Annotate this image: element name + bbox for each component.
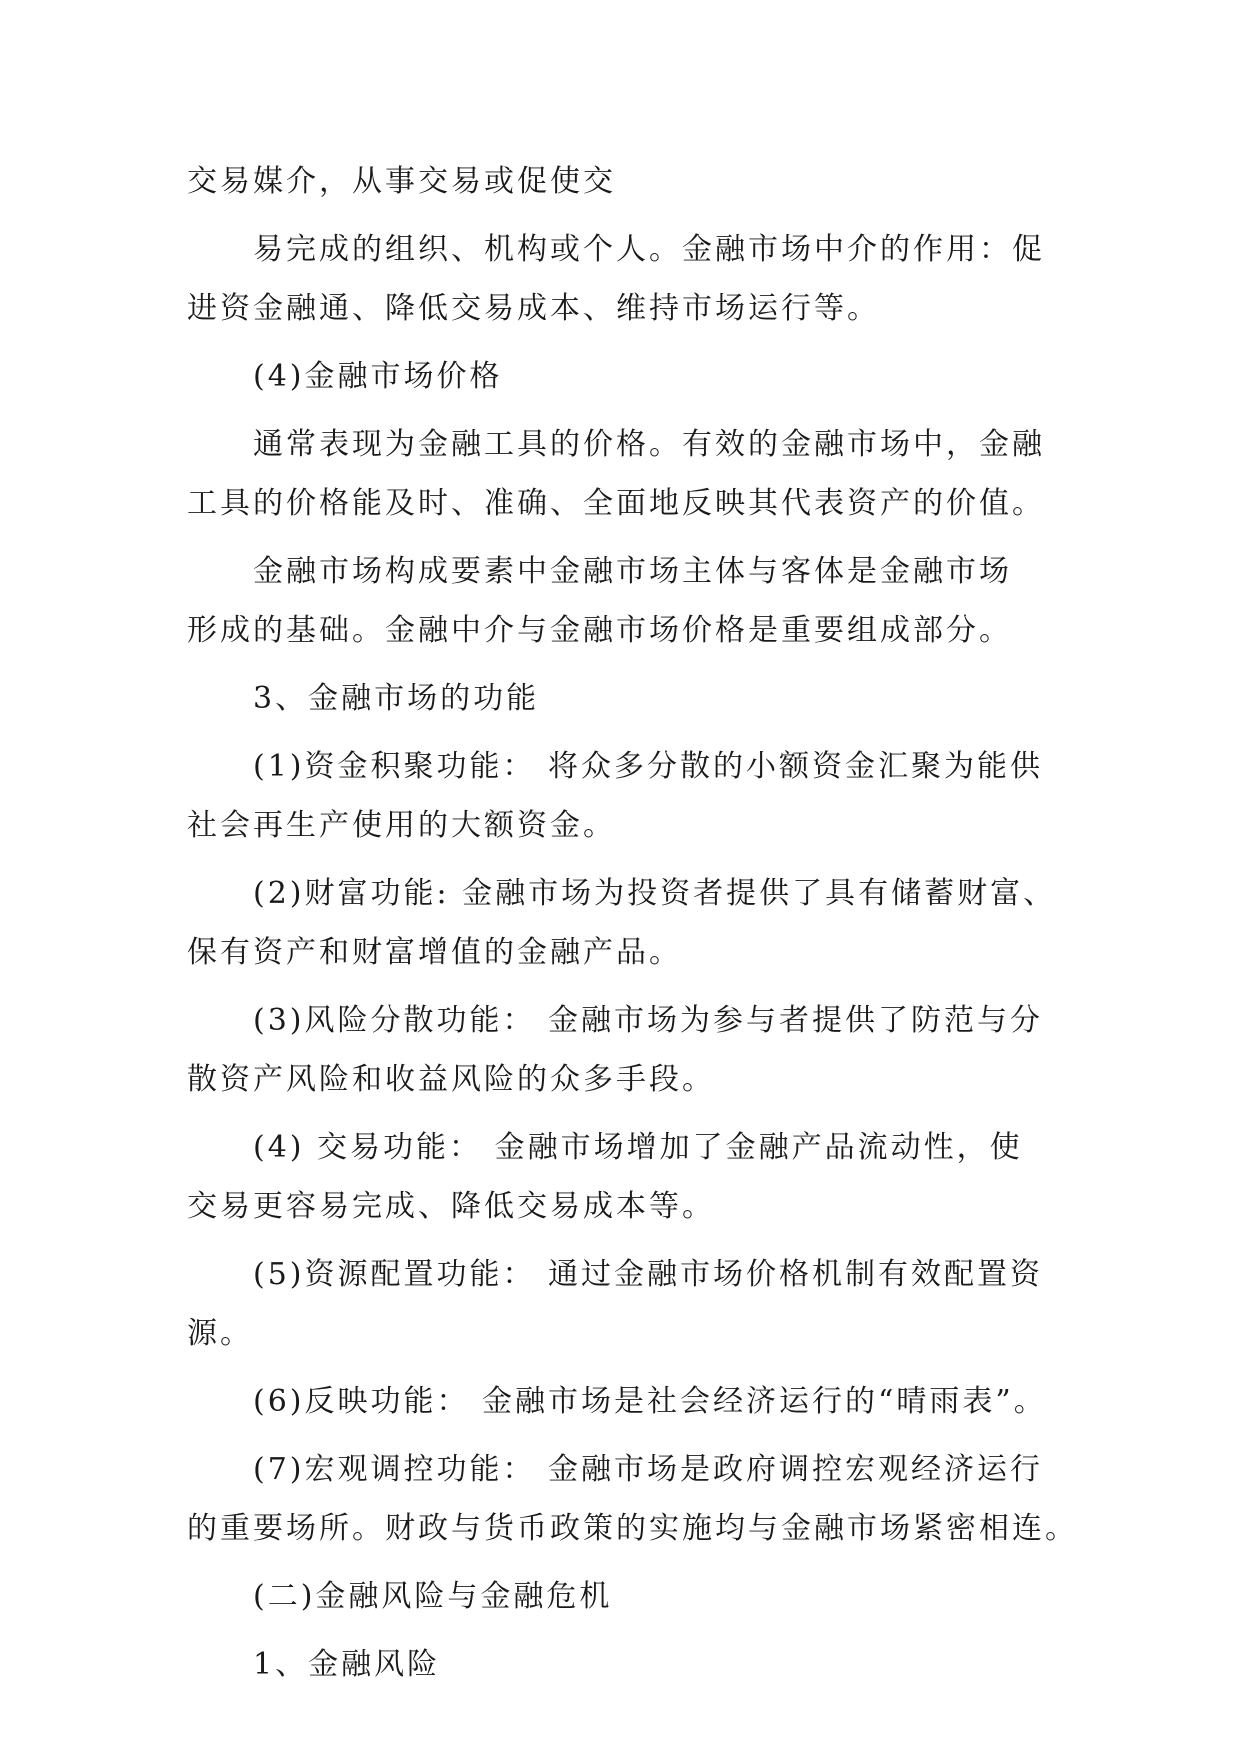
- text-line: 交易更容易完成、降低交易成本等。: [187, 1189, 715, 1224]
- text-line: 金融市场构成要素中金融市场主体与客体是金融市场: [253, 554, 1012, 589]
- text-line: 保有资产和财富增值的金融产品。: [187, 935, 682, 970]
- text-line: 的重要场所。财政与货币政策的实施均与金融市场紧密相连。: [187, 1511, 1078, 1546]
- text-line: 通常表现为金融工具的价格。有效的金融市场中，金融: [253, 427, 1045, 462]
- text-line: 进资金融通、降低交易成本、维持市场运行等。: [187, 291, 880, 326]
- text-line: (3)风险分散功能： 金融市场为参与者提供了防范与分: [253, 1003, 1044, 1038]
- text-line: 散资产风险和收益风险的众多手段。: [187, 1062, 715, 1097]
- section-heading: (4)金融市场价格: [253, 359, 503, 394]
- section-heading: 1、金融风险: [253, 1647, 441, 1682]
- text-line: 交易媒介，从事交易或促使交: [187, 164, 616, 199]
- section-heading: 3、金融市场的功能: [253, 681, 540, 716]
- text-line: 工具的价格能及时、准确、全面地反映其代表资产的价值。: [187, 486, 1045, 521]
- text-line: (2)财富功能: 金融市场为投资者提供了具有储蓄财富、: [253, 876, 1057, 911]
- text-line: (7)宏观调控功能： 金融市场是政府调控宏观经济运行: [253, 1452, 1044, 1487]
- text-line: 源。: [187, 1316, 253, 1351]
- text-line: (5)资源配置功能： 通过金融市场价格机制有效配置资: [253, 1257, 1044, 1292]
- text-line: 社会再生产使用的大额资金。: [187, 808, 616, 843]
- document-body: [187, 152, 1078, 1694]
- text-line: (1)资金积聚功能： 将众多分散的小额资金汇聚为能供: [253, 749, 1044, 784]
- text-line: (6)反映功能： 金融市场是社会经济运行的“晴雨表”。: [253, 1384, 1047, 1419]
- text-line: (4) 交易功能： 金融市场增加了金融产品流动性，使: [253, 1130, 1023, 1165]
- section-heading: (二)金融风险与金融危机: [253, 1579, 613, 1614]
- text-line: 形成的基础。金融中介与金融市场价格是重要组成部分。: [187, 613, 1012, 648]
- text-line: 易完成的组织、机构或个人。金融市场中介的作用：促: [253, 232, 1045, 267]
